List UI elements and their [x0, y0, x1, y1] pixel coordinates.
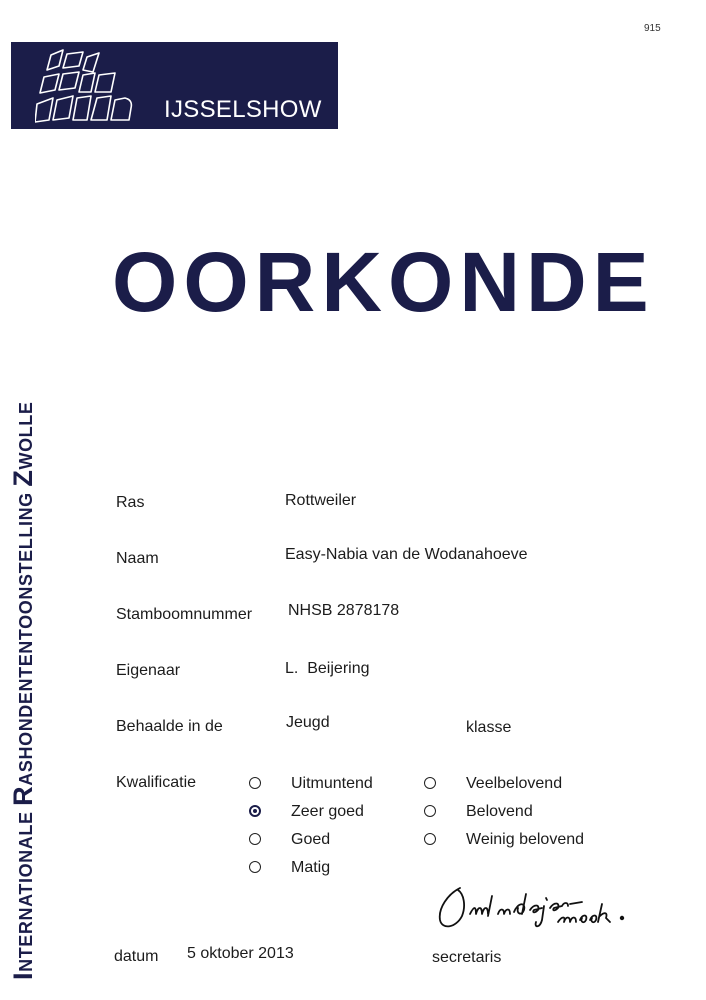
ras-value: Rottweiler: [285, 492, 357, 509]
naam-label: Naam: [116, 550, 159, 567]
main-title: OORKONDE: [112, 235, 655, 329]
header-banner: [11, 42, 338, 129]
klasse-label: Behaalde in de: [116, 718, 223, 735]
side-title-word-2: ASHONDENTENTOONSTELLING: [16, 492, 36, 786]
klasse-suffix: klasse: [466, 719, 512, 736]
datum-label: datum: [114, 948, 159, 965]
radio-matig[interactable]: [249, 861, 261, 873]
eigenaar-value: L. Beijering: [285, 660, 370, 677]
radio-veelbelovend[interactable]: [424, 777, 436, 789]
stamboomnummer-label: Stamboomnummer: [116, 606, 253, 623]
ras-label: Ras: [116, 494, 145, 511]
signature: [430, 876, 640, 942]
secretaris-label: secretaris: [432, 949, 502, 966]
radio-weinig-belovend[interactable]: [424, 833, 436, 845]
radio-zeer-goed[interactable]: [249, 805, 261, 817]
option-veelbelovend: Veelbelovend: [466, 775, 563, 792]
eigenaar-label: Eigenaar: [116, 662, 181, 679]
page-number: 915: [644, 23, 661, 34]
kwalificatie-label: Kwalificatie: [116, 774, 197, 791]
side-title-word-1: NTERNATIONALE: [16, 811, 36, 972]
option-goed: Goed: [291, 831, 331, 848]
header-title: IJSSELSHOW: [164, 96, 322, 123]
side-title-cap-3: Z: [8, 469, 38, 487]
side-title-cap-1: I: [8, 971, 38, 980]
option-belovend: Belovend: [466, 803, 533, 820]
radio-uitmuntend[interactable]: [249, 777, 261, 789]
option-uitmuntend: Uitmuntend: [291, 775, 373, 792]
side-title-word-3: WOLLE: [16, 401, 36, 470]
option-weinig-belovend: Weinig belovend: [466, 831, 585, 848]
datum-value: 5 oktober 2013: [187, 945, 294, 962]
stamboomnummer-value: NHSB 2878178: [288, 602, 400, 619]
side-title-cap-2: R: [8, 785, 38, 806]
naam-value: Easy-Nabia van de Wodanahoeve: [285, 546, 528, 563]
radio-goed[interactable]: [249, 833, 261, 845]
radio-belovend[interactable]: [424, 805, 436, 817]
klasse-value: Jeugd: [286, 714, 330, 731]
side-title: [3, 190, 43, 980]
option-matig: Matig: [291, 859, 331, 876]
ijsselshow-logo-icon: [35, 48, 135, 124]
option-zeer-goed: Zeer goed: [291, 803, 364, 820]
